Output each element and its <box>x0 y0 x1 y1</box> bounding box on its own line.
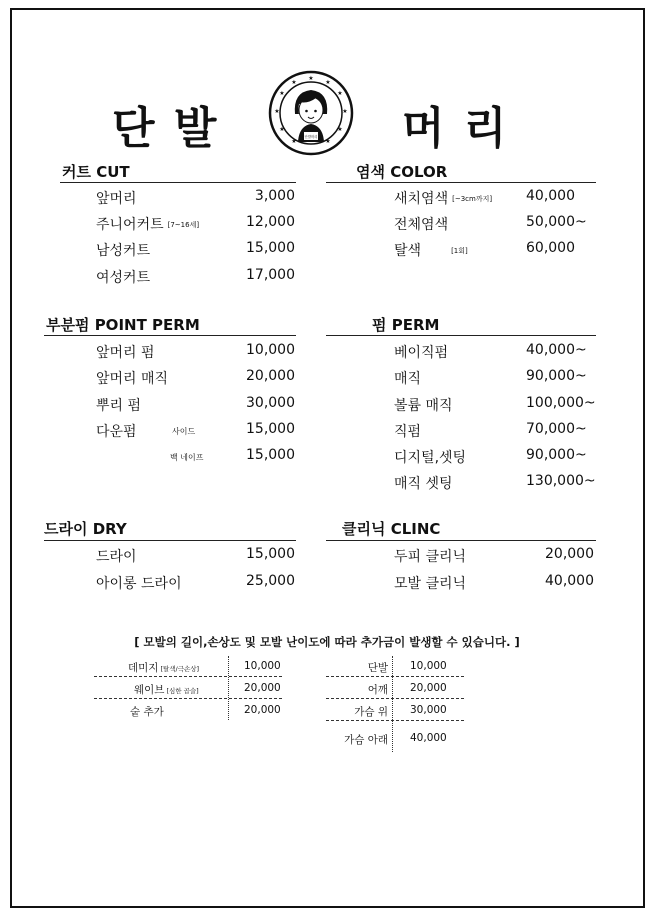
perm-item-price: 40,000~ <box>526 342 587 358</box>
surcharge-notice: [ 모발의 길이,손상도 및 모발 난이도에 따라 추가금이 발생할 수 있습니다. ] <box>134 635 520 649</box>
svg-text:★: ★ <box>279 90 285 97</box>
logo-label: 단발머리 <box>304 135 318 139</box>
svg-text:★: ★ <box>291 79 297 86</box>
svg-text:★: ★ <box>308 75 314 82</box>
extra-right-name: 어깨 <box>367 684 388 696</box>
extra-right-name: 단발 <box>367 662 388 674</box>
cut-item-price: 17,000 <box>246 267 295 283</box>
dry-divider <box>44 540 296 541</box>
dry-title: 드라이 DRY <box>44 520 127 538</box>
clinic-item-price: 20,000 <box>545 546 594 562</box>
perm-title: 펌 PERM <box>372 316 440 334</box>
perm-item-price: 70,000~ <box>526 421 587 437</box>
color-item-name: 탈색 [1회] <box>394 243 468 259</box>
perm-item-price: 90,000~ <box>526 447 587 463</box>
extra-left-rule <box>94 698 282 699</box>
point-perm-sub-label: 사이드 <box>172 427 196 436</box>
extra-right-rule <box>326 698 464 699</box>
point-perm-item-name: 앞머리 매직 <box>96 371 169 387</box>
extra-right-price: 20,000 <box>410 682 447 694</box>
perm-item-name: 직펌 <box>394 424 422 440</box>
extra-right-rule <box>326 676 464 677</box>
extra-right-price: 30,000 <box>410 704 447 716</box>
point-perm-divider <box>44 335 296 336</box>
dry-item-price: 25,000 <box>246 573 295 589</box>
extra-right-name: 가슴 위 <box>354 706 388 718</box>
svg-text:★: ★ <box>279 126 285 133</box>
svg-text:★: ★ <box>325 138 331 145</box>
cut-item-name: 남성커트 <box>96 243 151 259</box>
point-perm-item-price: 15,000 <box>246 447 295 463</box>
perm-item-name: 매직 <box>394 371 422 387</box>
clinic-item-name: 모발 클리닉 <box>394 576 467 592</box>
dry-item-price: 15,000 <box>246 546 295 562</box>
color-divider <box>326 182 596 183</box>
perm-item-name: 베이직펌 <box>394 345 449 361</box>
point-perm-item-price: 10,000 <box>246 342 295 358</box>
perm-divider <box>326 335 596 336</box>
point-perm-title: 부분펌 POINT PERM <box>46 316 200 334</box>
title-right: 머 리 <box>402 103 509 154</box>
salon-logo <box>268 70 354 156</box>
clinic-item-name: 두피 클리닉 <box>394 549 467 565</box>
cut-item-name: 앞머리 <box>96 191 137 207</box>
clinic-item-price: 40,000 <box>545 573 594 589</box>
clinic-title: 클리닉 CLINC <box>342 520 441 538</box>
svg-text:★: ★ <box>291 138 297 145</box>
extra-left-name: 숱 추가 <box>130 706 164 718</box>
cut-item-price: 15,000 <box>246 240 295 256</box>
point-perm-item-name: 앞머리 펌 <box>96 345 155 361</box>
cut-item-price: 3,000 <box>254 188 295 204</box>
dry-item-name: 아이롱 드라이 <box>96 576 182 592</box>
svg-text:★: ★ <box>337 126 343 133</box>
extra-left-price: 20,000 <box>244 682 281 694</box>
perm-item-price: 90,000~ <box>526 368 587 384</box>
perm-item-name: 매직 셋팅 <box>394 476 453 492</box>
extra-right-price: 40,000 <box>410 732 447 744</box>
clinic-divider <box>326 540 596 541</box>
point-perm-sub-label: 백 네이프 <box>170 453 204 462</box>
svg-text:★: ★ <box>325 79 331 86</box>
point-perm-item-price: 15,000 <box>246 421 295 437</box>
point-perm-item-price: 30,000 <box>246 395 295 411</box>
extra-right-rule <box>326 720 464 721</box>
cut-item-name: 주니어커트 [7~16세] <box>96 217 200 233</box>
extra-right-name: 가슴 아래 <box>344 734 388 746</box>
extra-left-name: 데미지 [탈색/극손상] <box>128 662 200 674</box>
extra-right-price: 10,000 <box>410 660 447 672</box>
color-item-name: 전체염색 <box>394 217 449 233</box>
color-item-price: 60,000 <box>526 240 575 256</box>
color-item-price: 40,000 <box>526 188 575 204</box>
perm-item-name: 볼륨 매직 <box>394 398 453 414</box>
extra-left-price: 20,000 <box>244 704 281 716</box>
dry-item-name: 드라이 <box>96 549 137 565</box>
svg-text:★: ★ <box>274 108 280 115</box>
title-left: 단 발 <box>112 103 219 154</box>
color-item-price: 50,000~ <box>526 214 587 230</box>
point-perm-item-name: 다운펌 <box>96 424 137 440</box>
perm-item-name: 디지털,셋팅 <box>394 450 467 466</box>
extra-left-divider <box>228 656 229 720</box>
point-perm-item-price: 20,000 <box>246 368 295 384</box>
point-perm-item-name: 뿌리 펌 <box>96 398 142 414</box>
perm-item-price: 100,000~ <box>526 395 596 411</box>
cut-item-price: 12,000 <box>246 214 295 230</box>
perm-item-price: 130,000~ <box>526 473 596 489</box>
cut-divider <box>60 182 296 183</box>
extra-left-rule <box>94 676 282 677</box>
cut-title: 커트 CUT <box>62 163 130 181</box>
cut-item-name: 여성커트 <box>96 270 151 286</box>
extra-left-price: 10,000 <box>244 660 281 672</box>
color-title: 염색 COLOR <box>356 163 448 181</box>
extra-left-name: 웨이브 [심한 곱슬] <box>134 684 199 696</box>
color-item-name: 새치염색 [~3cm까지] <box>394 191 493 207</box>
extra-right-divider <box>392 656 393 752</box>
svg-text:★: ★ <box>337 90 343 97</box>
svg-text:★: ★ <box>342 108 348 115</box>
